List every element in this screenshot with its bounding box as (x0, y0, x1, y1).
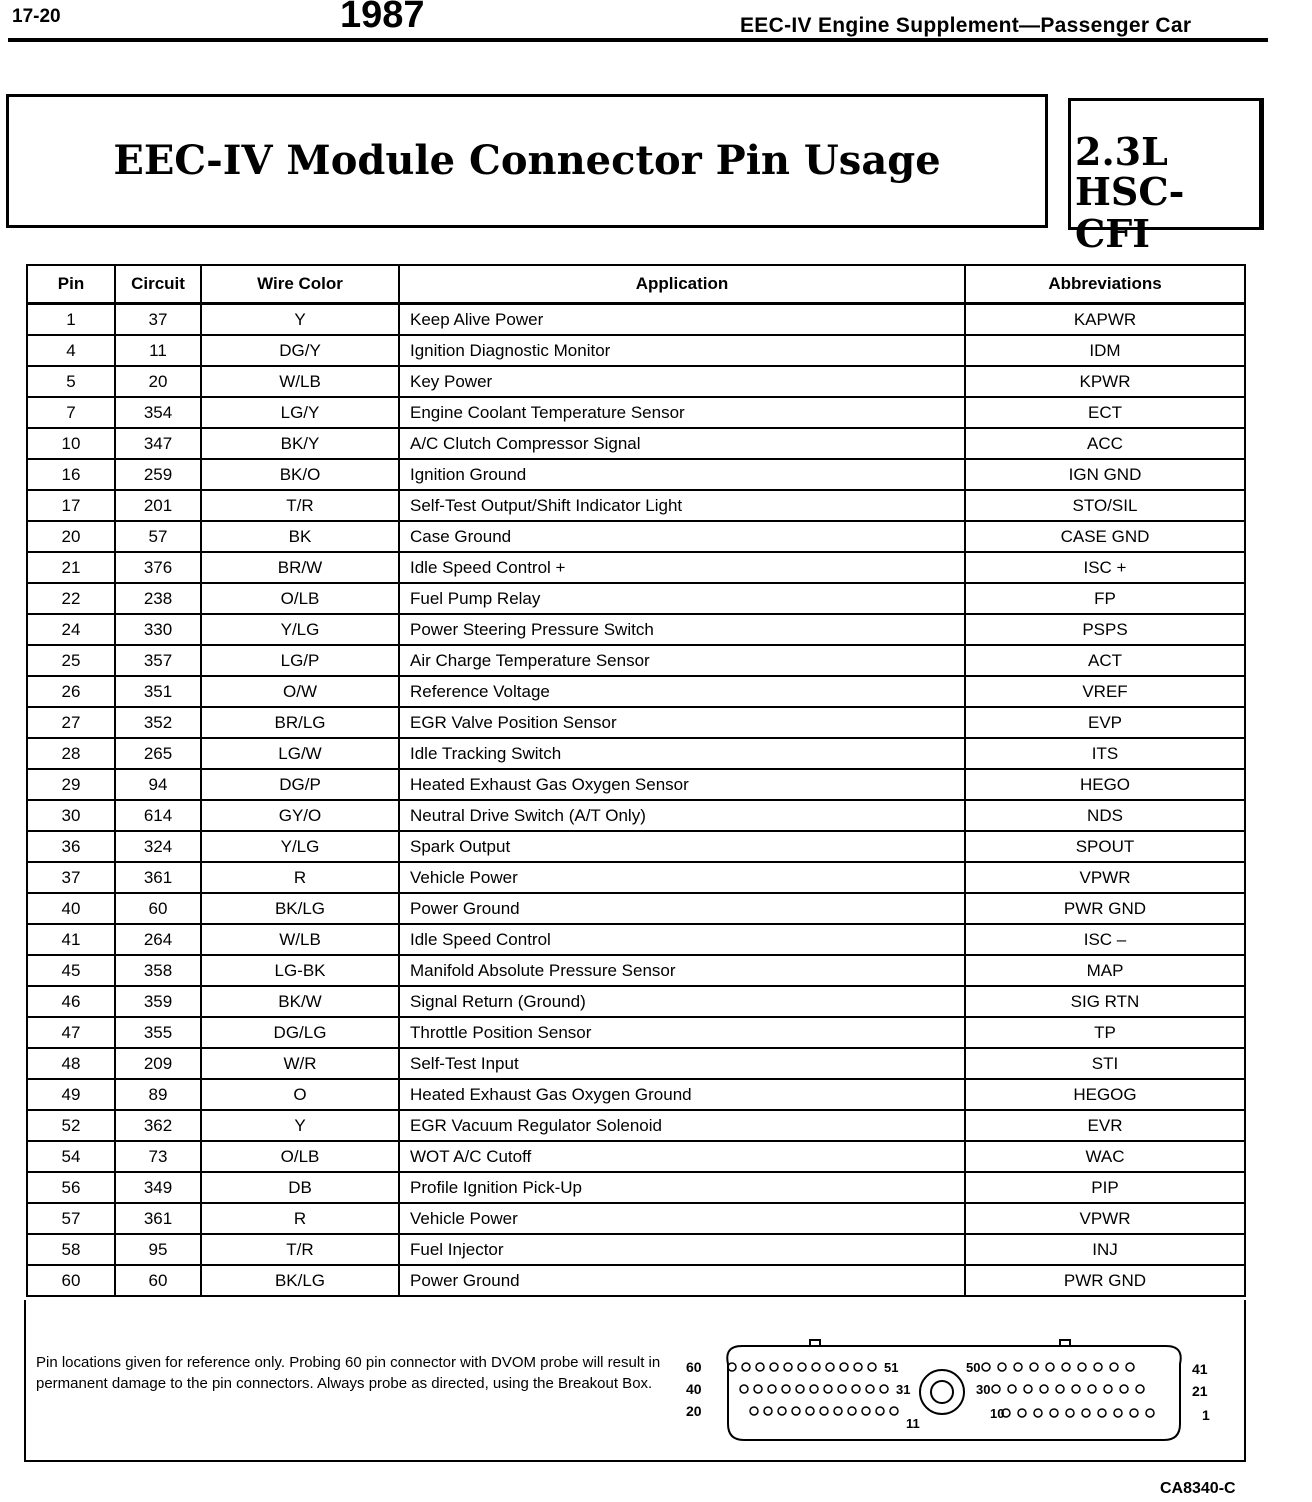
application-cell: Throttle Position Sensor (399, 1017, 965, 1048)
pin-hole (806, 1407, 814, 1415)
pin-cell: 7 (27, 397, 115, 428)
table-row (27, 614, 1245, 645)
pin-hole (880, 1385, 888, 1393)
pin-hole (1130, 1409, 1138, 1417)
table-row (27, 335, 1245, 366)
engine-displacement: 2.3L (1075, 129, 1168, 174)
abbreviation-cell: PIP (965, 1172, 1245, 1203)
table-row (27, 955, 1245, 986)
pin-hole (838, 1385, 846, 1393)
wire-color-cell: O/W (201, 676, 399, 707)
circuit-cell: 209 (115, 1048, 201, 1079)
application-cell: Self-Test Input (399, 1048, 965, 1079)
pin-hole (750, 1407, 758, 1415)
pin-hole (840, 1363, 848, 1371)
circuit-cell: 614 (115, 800, 201, 831)
wire-color-cell: O/LB (201, 583, 399, 614)
circuit-cell: 351 (115, 676, 201, 707)
abbreviation-cell: IGN GND (965, 459, 1245, 490)
connector-label-left-2: 40 (686, 1381, 702, 1397)
abbreviation-cell: PWR GND (965, 893, 1245, 924)
circuit-cell: 330 (115, 614, 201, 645)
page-number: 17-20 (12, 6, 61, 27)
application-cell: EGR Vacuum Regulator Solenoid (399, 1110, 965, 1141)
pin-hole (1098, 1409, 1106, 1417)
connector-label-left-3: 20 (686, 1403, 702, 1419)
application-cell: Air Charge Temperature Sensor (399, 645, 965, 676)
table-row (27, 800, 1245, 831)
pin-cell: 17 (27, 490, 115, 521)
application-cell: Key Power (399, 366, 965, 397)
pin-hole (982, 1363, 990, 1371)
abbreviation-cell: HEGO (965, 769, 1245, 800)
wire-color-cell: LG/Y (201, 397, 399, 428)
table-row (27, 583, 1245, 614)
pin-hole (1114, 1409, 1122, 1417)
engine-type: HSC-CFI (1075, 169, 1185, 256)
pin-usage-table (26, 264, 1246, 1297)
table-row (27, 459, 1245, 490)
circuit-cell: 37 (115, 304, 201, 336)
wire-color-cell: R (201, 1203, 399, 1234)
pin-hole (862, 1407, 870, 1415)
abbreviation-cell: SIG RTN (965, 986, 1245, 1017)
connector-label-50: 50 (966, 1360, 981, 1375)
abbreviation-cell: ACC (965, 428, 1245, 459)
application-cell: Idle Tracking Switch (399, 738, 965, 769)
table-row (27, 1017, 1245, 1048)
pin-hole (866, 1385, 874, 1393)
pin-hole (1126, 1363, 1134, 1371)
circuit-cell: 362 (115, 1110, 201, 1141)
wire-color-cell: W/LB (201, 924, 399, 955)
wire-color-cell: LG/P (201, 645, 399, 676)
application-cell: Fuel Injector (399, 1234, 965, 1265)
circuit-cell: 60 (115, 1265, 201, 1296)
pin-hole (764, 1407, 772, 1415)
wire-color-cell: BR/LG (201, 707, 399, 738)
probe-warning-note: Pin locations given for reference only. Probing 60 pin connector with DVOM probe will result in permanent damage to the pin connectors. Always probe as directed, using the Breakout Box. (36, 1354, 661, 1392)
abbreviation-cell: NDS (965, 800, 1245, 831)
circuit-cell: 20 (115, 366, 201, 397)
pin-hole (852, 1385, 860, 1393)
pin-hole (1024, 1385, 1032, 1393)
abbreviation-cell: ITS (965, 738, 1245, 769)
pin-hole (1050, 1409, 1058, 1417)
wire-color-cell: O (201, 1079, 399, 1110)
wire-color-cell: BK/LG (201, 893, 399, 924)
table-row (27, 490, 1245, 521)
abbreviation-cell: SPOUT (965, 831, 1245, 862)
pin-cell: 36 (27, 831, 115, 862)
abbreviation-cell: ECT (965, 397, 1245, 428)
pin-hole (1030, 1363, 1038, 1371)
application-cell: Self-Test Output/Shift Indicator Light (399, 490, 965, 521)
connector-shell (727, 1340, 1180, 1440)
wire-color-cell: BK/O (201, 459, 399, 490)
table-header-row (27, 265, 1245, 304)
application-cell: Spark Output (399, 831, 965, 862)
table-row (27, 1265, 1245, 1296)
table-row (27, 428, 1245, 459)
pin-cell: 54 (27, 1141, 115, 1172)
pin-hole (1072, 1385, 1080, 1393)
wire-color-cell: R (201, 862, 399, 893)
table-row (27, 397, 1245, 428)
pin-cell: 28 (27, 738, 115, 769)
pin-hole (1146, 1409, 1154, 1417)
table-row (27, 1172, 1245, 1203)
pin-hole (1046, 1363, 1054, 1371)
connector-diagram (680, 1336, 1220, 1446)
table-row (27, 1110, 1245, 1141)
application-cell: Keep Alive Power (399, 304, 965, 336)
pin-hole (1104, 1385, 1112, 1393)
pin-hole (868, 1363, 876, 1371)
wire-color-cell: DG/Y (201, 335, 399, 366)
pin-hole (1018, 1409, 1026, 1417)
abbreviation-cell: CASE GND (965, 521, 1245, 552)
table-row (27, 707, 1245, 738)
table-row (27, 552, 1245, 583)
pin-hole (740, 1385, 748, 1393)
pin-hole (876, 1407, 884, 1415)
circuit-cell: 354 (115, 397, 201, 428)
wire-color-cell: DG/P (201, 769, 399, 800)
circuit-cell: 361 (115, 1203, 201, 1234)
pin-hole (798, 1363, 806, 1371)
pin-hole (1056, 1385, 1064, 1393)
wire-color-cell: DG/LG (201, 1017, 399, 1048)
page-title: EEC-IV Module Connector Pin Usage (113, 137, 941, 184)
pin-hole (812, 1363, 820, 1371)
table-row (27, 1079, 1245, 1110)
wire-color-cell: W/R (201, 1048, 399, 1079)
pin-cell: 40 (27, 893, 115, 924)
wire-color-cell: BK (201, 521, 399, 552)
abbreviation-cell: EVP (965, 707, 1245, 738)
application-cell: Idle Speed Control + (399, 552, 965, 583)
application-cell: Manifold Absolute Pressure Sensor (399, 955, 965, 986)
pin-cell: 25 (27, 645, 115, 676)
column-header-abbreviations: Abbreviations (965, 265, 1245, 304)
pin-cell: 5 (27, 366, 115, 397)
connector-label-right-3: 1 (1202, 1407, 1210, 1423)
abbreviation-cell: PWR GND (965, 1265, 1245, 1296)
pin-hole (796, 1385, 804, 1393)
abbreviation-cell: MAP (965, 955, 1245, 986)
abbreviation-cell: ISC + (965, 552, 1245, 583)
pin-hole (1066, 1409, 1074, 1417)
pin-holes (728, 1363, 1154, 1417)
circuit-cell: 201 (115, 490, 201, 521)
abbreviation-cell: STI (965, 1048, 1245, 1079)
pin-hole (784, 1363, 792, 1371)
pin-cell: 1 (27, 304, 115, 336)
pin-hole (1034, 1409, 1042, 1417)
pin-cell: 24 (27, 614, 115, 645)
circuit-cell: 60 (115, 893, 201, 924)
pin-hole (1008, 1385, 1016, 1393)
wire-color-cell: T/R (201, 1234, 399, 1265)
connector-label-10: 10 (990, 1406, 1005, 1421)
table-row (27, 831, 1245, 862)
circuit-cell: 347 (115, 428, 201, 459)
pin-cell: 58 (27, 1234, 115, 1265)
abbreviation-cell: IDM (965, 335, 1245, 366)
pin-cell: 10 (27, 428, 115, 459)
pin-hole (1120, 1385, 1128, 1393)
application-cell: Signal Return (Ground) (399, 986, 965, 1017)
application-cell: EGR Valve Position Sensor (399, 707, 965, 738)
pin-cell: 47 (27, 1017, 115, 1048)
header-rule (8, 38, 1268, 42)
table-row (27, 738, 1245, 769)
abbreviation-cell: STO/SIL (965, 490, 1245, 521)
pin-hole (1110, 1363, 1118, 1371)
pin-hole (754, 1385, 762, 1393)
pin-hole (742, 1363, 750, 1371)
circuit-cell: 73 (115, 1141, 201, 1172)
wire-color-cell: DB (201, 1172, 399, 1203)
pin-cell: 52 (27, 1110, 115, 1141)
circuit-cell: 357 (115, 645, 201, 676)
connector-label-51: 51 (884, 1360, 899, 1375)
application-cell: Profile Ignition Pick-Up (399, 1172, 965, 1203)
pin-cell: 4 (27, 335, 115, 366)
pin-cell: 41 (27, 924, 115, 955)
wire-color-cell: BR/W (201, 552, 399, 583)
abbreviation-cell: EVR (965, 1110, 1245, 1141)
column-header-circuit: Circuit (115, 265, 201, 304)
wire-color-cell: Y/LG (201, 614, 399, 645)
pin-cell: 21 (27, 552, 115, 583)
abbreviation-cell: PSPS (965, 614, 1245, 645)
pin-hole (728, 1363, 736, 1371)
table-body (27, 304, 1245, 1297)
pin-hole (768, 1385, 776, 1393)
application-cell: Case Ground (399, 521, 965, 552)
abbreviation-cell: TP (965, 1017, 1245, 1048)
pin-cell: 60 (27, 1265, 115, 1296)
pin-hole (834, 1407, 842, 1415)
abbreviation-cell: INJ (965, 1234, 1245, 1265)
circuit-cell: 358 (115, 955, 201, 986)
table-row (27, 893, 1245, 924)
table-row (27, 1141, 1245, 1172)
pin-hole (1078, 1363, 1086, 1371)
table-row (27, 676, 1245, 707)
pin-cell: 20 (27, 521, 115, 552)
column-header-pin: Pin (27, 265, 115, 304)
pin-hole (998, 1363, 1006, 1371)
circuit-cell: 352 (115, 707, 201, 738)
pin-cell: 37 (27, 862, 115, 893)
circuit-cell: 324 (115, 831, 201, 862)
abbreviation-cell: VPWR (965, 1203, 1245, 1234)
column-header-application: Application (399, 265, 965, 304)
connector-label-right-1: 41 (1192, 1361, 1208, 1377)
pin-cell: 46 (27, 986, 115, 1017)
pin-hole (992, 1385, 1000, 1393)
pin-cell: 16 (27, 459, 115, 490)
pin-hole (778, 1407, 786, 1415)
running-title: EEC-IV Engine Supplement—Passenger Car (740, 14, 1192, 37)
abbreviation-cell: HEGOG (965, 1079, 1245, 1110)
wire-color-cell: GY/O (201, 800, 399, 831)
column-header-wire-color: Wire Color (201, 265, 399, 304)
abbreviation-cell: ISC – (965, 924, 1245, 955)
table-row (27, 1048, 1245, 1079)
pin-hole (1082, 1409, 1090, 1417)
application-cell: WOT A/C Cutoff (399, 1141, 965, 1172)
circuit-cell: 349 (115, 1172, 201, 1203)
application-cell: Ignition Diagnostic Monitor (399, 335, 965, 366)
table-row (27, 304, 1245, 336)
application-cell: A/C Clutch Compressor Signal (399, 428, 965, 459)
pin-hole (1014, 1363, 1022, 1371)
pin-hole (1094, 1363, 1102, 1371)
application-cell: Vehicle Power (399, 1203, 965, 1234)
table-row (27, 769, 1245, 800)
circuit-cell: 359 (115, 986, 201, 1017)
connector-label-right-2: 21 (1192, 1383, 1208, 1399)
connector-label-left-1: 60 (686, 1359, 702, 1375)
pin-hole (792, 1407, 800, 1415)
application-cell: Reference Voltage (399, 676, 965, 707)
part-number: CA8340-C (1160, 1480, 1236, 1497)
circuit-cell: 355 (115, 1017, 201, 1048)
pin-hole (1136, 1385, 1144, 1393)
pin-hole (820, 1407, 828, 1415)
circuit-cell: 265 (115, 738, 201, 769)
wire-color-cell: Y (201, 1110, 399, 1141)
pin-hole (826, 1363, 834, 1371)
table-row (27, 862, 1245, 893)
pin-cell: 30 (27, 800, 115, 831)
circuit-cell: 11 (115, 335, 201, 366)
abbreviation-cell: WAC (965, 1141, 1245, 1172)
wire-color-cell: BK/Y (201, 428, 399, 459)
circuit-cell: 259 (115, 459, 201, 490)
application-cell: Power Ground (399, 1265, 965, 1296)
application-cell: Engine Coolant Temperature Sensor (399, 397, 965, 428)
pin-hole (1088, 1385, 1096, 1393)
abbreviation-cell: ACT (965, 645, 1245, 676)
abbreviation-cell: VREF (965, 676, 1245, 707)
table-row (27, 1234, 1245, 1265)
circuit-cell: 57 (115, 521, 201, 552)
pin-cell: 48 (27, 1048, 115, 1079)
wire-color-cell: W/LB (201, 366, 399, 397)
wire-color-cell: Y (201, 304, 399, 336)
wire-color-cell: BK/LG (201, 1265, 399, 1296)
table-row (27, 1203, 1245, 1234)
pin-hole (782, 1385, 790, 1393)
pin-cell: 57 (27, 1203, 115, 1234)
pin-cell: 45 (27, 955, 115, 986)
connector-label-31: 31 (896, 1382, 911, 1397)
pin-hole (848, 1407, 856, 1415)
pin-cell: 29 (27, 769, 115, 800)
application-cell: Power Ground (399, 893, 965, 924)
wire-color-cell: BK/W (201, 986, 399, 1017)
abbreviation-cell: KPWR (965, 366, 1245, 397)
application-cell: Ignition Ground (399, 459, 965, 490)
application-cell: Fuel Pump Relay (399, 583, 965, 614)
connector-label-11: 11 (906, 1416, 920, 1431)
circuit-cell: 94 (115, 769, 201, 800)
pin-hole (1062, 1363, 1070, 1371)
pin-hole (854, 1363, 862, 1371)
application-cell: Heated Exhaust Gas Oxygen Ground (399, 1079, 965, 1110)
abbreviation-cell: FP (965, 583, 1245, 614)
pin-cell: 22 (27, 583, 115, 614)
table-row (27, 645, 1245, 676)
connector-label-30: 30 (976, 1382, 991, 1397)
application-cell: Vehicle Power (399, 862, 965, 893)
table-row (27, 366, 1245, 397)
circuit-cell: 238 (115, 583, 201, 614)
circuit-cell: 361 (115, 862, 201, 893)
pin-cell: 27 (27, 707, 115, 738)
pin-hole (810, 1385, 818, 1393)
circuit-cell: 376 (115, 552, 201, 583)
wire-color-cell: O/LB (201, 1141, 399, 1172)
year: 1987 (340, 0, 425, 36)
table-row (27, 521, 1245, 552)
wire-color-cell: LG-BK (201, 955, 399, 986)
abbreviation-cell: KAPWR (965, 304, 1245, 336)
application-cell: Idle Speed Control (399, 924, 965, 955)
title-box (6, 94, 1048, 228)
application-cell: Power Steering Pressure Switch (399, 614, 965, 645)
pin-hole (770, 1363, 778, 1371)
engine-box (1068, 98, 1264, 256)
application-cell: Neutral Drive Switch (A/T Only) (399, 800, 965, 831)
wire-color-cell: T/R (201, 490, 399, 521)
pin-hole (824, 1385, 832, 1393)
wire-color-cell: LG/W (201, 738, 399, 769)
circuit-cell: 95 (115, 1234, 201, 1265)
circuit-cell: 264 (115, 924, 201, 955)
circuit-cell: 89 (115, 1079, 201, 1110)
table-row (27, 986, 1245, 1017)
pin-hole (756, 1363, 764, 1371)
pin-hole (1040, 1385, 1048, 1393)
pin-cell: 56 (27, 1172, 115, 1203)
application-cell: Heated Exhaust Gas Oxygen Sensor (399, 769, 965, 800)
abbreviation-cell: VPWR (965, 862, 1245, 893)
table-row (27, 924, 1245, 955)
wire-color-cell: Y/LG (201, 831, 399, 862)
pin-cell: 49 (27, 1079, 115, 1110)
pin-hole (890, 1407, 898, 1415)
pin-cell: 26 (27, 676, 115, 707)
